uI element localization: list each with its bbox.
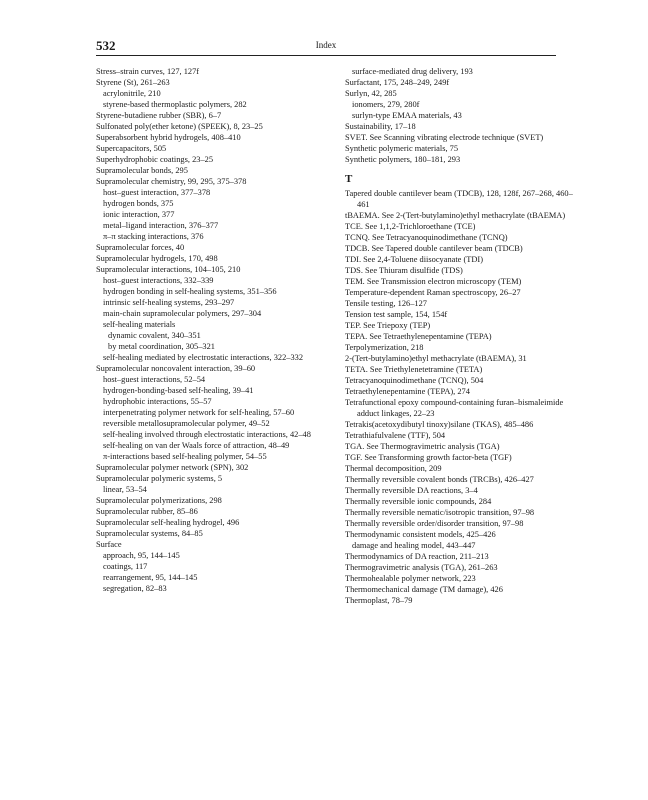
index-subentry: self-healing involved through electrostatic interactions, 42–48 xyxy=(103,430,311,439)
index-entry: Surlyn, 42, 285 xyxy=(345,89,397,98)
index-subentry: hydrophobic interactions, 55–57 xyxy=(103,397,212,406)
index-subentry: ionomers, 279, 280f xyxy=(352,100,420,109)
index-entry: Surface xyxy=(96,540,122,549)
index-subentry: surface-mediated drug delivery, 193 xyxy=(352,67,473,76)
index-entry: Thermally reversible DA reactions, 3–4 xyxy=(345,486,478,495)
index-subentry: host–guest interactions, 52–54 xyxy=(103,375,206,384)
index-entry: TEP. See Triepoxy (TEP) xyxy=(345,321,431,330)
index-entry: Tetracyanoquinodimethane (TCNQ), 504 xyxy=(345,376,484,385)
index-entry: SVET. See Scanning vibrating electrode technique (SVET) xyxy=(345,133,544,142)
index-entry: Thermoplast, 78–79 xyxy=(345,596,413,605)
index-subentry: hydrogen bonds, 375 xyxy=(103,199,174,208)
index-entry: Tetraethylenepentamine (TEPA), 274 xyxy=(345,387,470,396)
index-subentry: intrinsic self-healing systems, 293–297 xyxy=(103,298,235,307)
index-subentry: dynamic covalent, 340–351 xyxy=(108,331,201,340)
index-entry: TDI. See 2,4-Toluene diisocyanate (TDI) xyxy=(345,255,484,264)
index-entry: TCE. See 1,1,2-Trichloroethane (TCE) xyxy=(345,222,476,231)
index-entry: Thermally reversible ionic compounds, 284 xyxy=(345,497,492,506)
index-entry: TGF. See Transforming growth factor-beta (TGF) xyxy=(345,453,512,462)
index-entry: Thermodynamics of DA reaction, 211–213 xyxy=(345,552,489,561)
index-entry: TDS. See Thiuram disulfide (TDS) xyxy=(345,266,463,275)
index-subentry: π-interactions based self-healing polymer, 54–55 xyxy=(103,452,267,461)
index-entry: Supramolecular noncovalent interaction, 39–60 xyxy=(96,364,256,373)
index-entry: Supercapacitors, 505 xyxy=(96,144,167,153)
header-rule xyxy=(96,55,556,56)
index-entry: TGA. See Thermogravimetric analysis (TGA) xyxy=(345,442,500,451)
index-subentry: by metal coordination, 305–321 xyxy=(108,342,215,351)
index-subentry: self-healing on van der Waals force of attraction, 48–49 xyxy=(103,441,290,450)
index-subentry: hydrogen bonding in self-healing systems, 351–356 xyxy=(103,287,277,296)
index-subentry: main-chain supramolecular polymers, 297–304 xyxy=(103,309,262,318)
page-number: 532 xyxy=(96,38,116,53)
index-subentry: acrylonitrile, 210 xyxy=(103,89,161,98)
index-entry: Supramolecular bonds, 295 xyxy=(96,166,188,175)
index-entry: TCNQ. See Tetracyanoquinodimethane (TCNQ) xyxy=(345,233,508,242)
index-entry: Supramolecular systems, 84–85 xyxy=(96,529,203,538)
index-entry: Stress–strain curves, 127, 127f xyxy=(96,67,200,76)
index-entry: Supramolecular chemistry, 99, 295, 375–378 xyxy=(96,177,247,186)
index-entry: Tetrafunctional epoxy compound-containing furan–bismaleimide adduct linkages, 22–23 xyxy=(345,398,564,418)
index-subentry: coatings, 117 xyxy=(103,562,148,571)
index-subentry: surlyn-type EMAA materials, 43 xyxy=(352,111,462,120)
index-entry: Styrene (St), 261–263 xyxy=(96,78,170,87)
index-entry: Supramolecular polymer network (SPN), 302 xyxy=(96,463,249,472)
index-subentry: ionic interaction, 377 xyxy=(103,210,175,219)
index-entry: Styrene-butadiene rubber (SBR), 6–7 xyxy=(96,111,222,120)
index-entry: Tapered double cantilever beam (TDCB), 128, 128f, 267–268, 460–461 xyxy=(345,189,573,209)
index-entry: Synthetic polymeric materials, 75 xyxy=(345,144,459,153)
index-entry: TEPA. See Tetraethylenepentamine (TEPA) xyxy=(345,332,492,341)
index-entry: Thermally reversible order/disorder transition, 97–98 xyxy=(345,519,524,528)
index-entry: Thermally reversible covalent bonds (TRCBs), 426–427 xyxy=(345,475,534,484)
index-entry: Thermal decomposition, 209 xyxy=(345,464,442,473)
index-subentry: rearrangement, 95, 144–145 xyxy=(103,573,198,582)
running-title: Index xyxy=(315,40,337,50)
index-entry: Tetrakis(acetoxydibutyl tinoxy)silane (TKAS), 485–486 xyxy=(345,420,534,429)
index-entry: Supramolecular self-healing hydrogel, 496 xyxy=(96,518,240,527)
index-entry: Surfactant, 175, 248–249, 249f xyxy=(345,78,450,87)
index-entry: Temperature-dependent Raman spectroscopy, 26–27 xyxy=(345,288,521,297)
index-entry: Supramolecular polymeric systems, 5 xyxy=(96,474,223,483)
section-letter: T xyxy=(345,173,353,185)
index-entry: Superhydrophobic coatings, 23–25 xyxy=(96,155,214,164)
index-subentry: host–guest interactions, 332–339 xyxy=(103,276,214,285)
index-entry: tBAEMA. See 2-(Tert-butylamino)ethyl methacrylate (tBAEMA) xyxy=(345,211,566,220)
index-entry: Tetrathiafulvalene (TTF), 504 xyxy=(345,431,446,440)
index-subentry: linear, 53–54 xyxy=(103,485,147,494)
index-subentry: self-healing mediated by electrostatic interactions, 322–332 xyxy=(103,353,304,362)
index-entry: Supramolecular rubber, 85–86 xyxy=(96,507,198,516)
index-subentry: reversible metallosupramolecular polymer, 49–52 xyxy=(103,419,270,428)
right-column xyxy=(345,66,577,606)
index-entry: Thermomechanical damage (TM damage), 426 xyxy=(345,585,503,594)
index-entry: Tension test sample, 154, 154f xyxy=(345,310,448,319)
index-subentry: π–π stacking interactions, 376 xyxy=(103,232,204,241)
index-entry: Superabsorbent hybrid hydrogels, 408–410 xyxy=(96,133,241,142)
index-subentry: styrene-based thermoplastic polymers, 282 xyxy=(103,100,247,109)
index-entry: Supramolecular polymerizations, 298 xyxy=(96,496,222,505)
index-entry: TEM. See Transmission electron microscopy (TEM) xyxy=(345,277,522,286)
index-subentry: interpenetrating polymer network for self-healing, 57–60 xyxy=(103,408,295,417)
index-subentry: segregation, 82–83 xyxy=(103,584,167,593)
index-entry: TDCB. See Tapered double cantilever beam (TDCB) xyxy=(345,244,523,253)
index-entry: Supramolecular forces, 40 xyxy=(96,243,185,252)
index-subentry: self-healing materials xyxy=(103,320,176,329)
index-subentry: hydrogen-bonding-based self-healing, 39–41 xyxy=(103,386,254,395)
index-entry: Thermogravimetric analysis (TGA), 261–263 xyxy=(345,563,498,572)
index-entry: Thermohealable polymer network, 223 xyxy=(345,574,476,583)
left-column xyxy=(96,66,328,594)
index-entry: Sulfonated poly(ether ketone) (SPEEK), 8, 23–25 xyxy=(96,122,263,131)
index-entry: Tensile testing, 126–127 xyxy=(345,299,427,308)
index-entry: Thermodynamic consistent models, 425–426 xyxy=(345,530,496,539)
index-entry: Sustainability, 17–18 xyxy=(345,122,416,131)
index-entry: Supramolecular hydrogels, 170, 498 xyxy=(96,254,218,263)
page-header xyxy=(96,38,556,54)
index-subentry: metal–ligand interaction, 376–377 xyxy=(103,221,219,230)
index-entry: Synthetic polymers, 180–181, 293 xyxy=(345,155,461,164)
index-subentry: host–guest interaction, 377–378 xyxy=(103,188,211,197)
index-entry: Thermally reversible nematic/isotropic transition, 97–98 xyxy=(345,508,535,517)
index-entry: 2-(Tert-butylamino)ethyl methacrylate (tBAEMA), 31 xyxy=(345,354,527,363)
index-subentry: damage and healing model, 443–447 xyxy=(352,541,476,550)
index-entry: Terpolymerization, 218 xyxy=(345,343,424,352)
index-entry: TETA. See Triethylenetetramine (TETA) xyxy=(345,365,483,374)
index-subentry: approach, 95, 144–145 xyxy=(103,551,180,560)
index-entry: Supramolecular interactions, 104–105, 210 xyxy=(96,265,241,274)
